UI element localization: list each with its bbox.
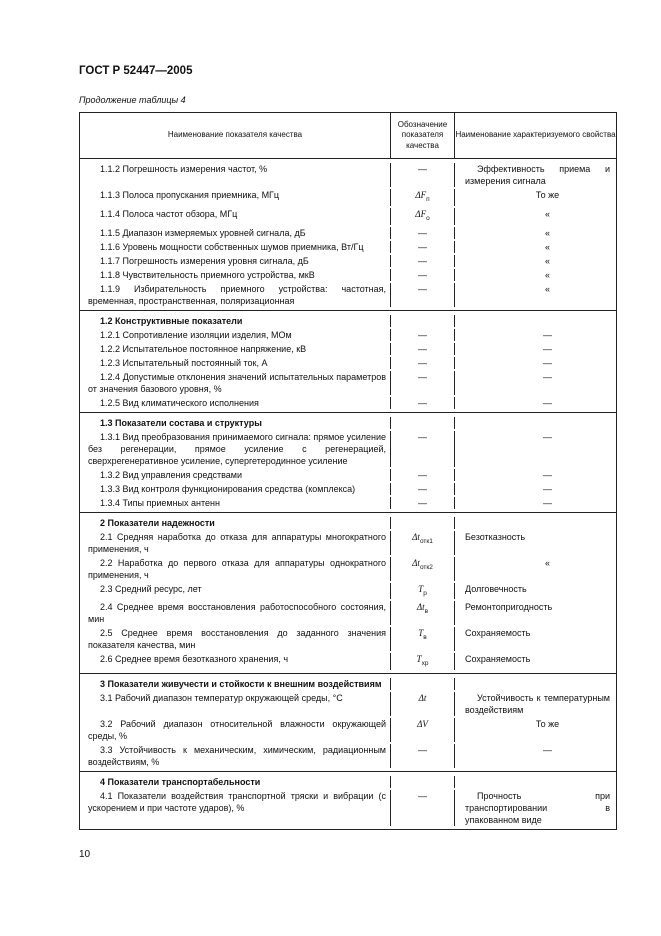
table-row <box>80 163 616 187</box>
indicator-designation <box>391 653 455 670</box>
section-title: 4 Показатели транспортабельности <box>80 776 391 788</box>
characterized-property: — <box>543 397 552 408</box>
designation-symbol: Δt <box>412 531 420 542</box>
designation-symbol: ΔF <box>415 190 427 200</box>
table-row <box>80 255 616 267</box>
indicator-designation <box>391 163 455 187</box>
table-header <box>80 113 616 159</box>
indicator-designation <box>391 469 455 481</box>
indicator-name: 1.2.1 Сопротивление изоляции изделия, МОм <box>80 329 391 341</box>
section-title-row <box>80 678 616 690</box>
designation-symbol: — <box>418 227 427 238</box>
section-title: 2 Показатели надежности <box>80 517 391 529</box>
designation-subscript: хр <box>421 660 429 668</box>
table-row <box>80 718 616 742</box>
designation-symbol: T <box>418 583 424 594</box>
indicator-name: 4.1 Показатели воздействия транспортной тряски и вибрации (с ускорением и при частоте ударов), % <box>80 790 391 826</box>
column-header-property: Наименование характеризуемого свойства <box>455 130 616 140</box>
indicator-designation <box>391 241 455 253</box>
section-title-row <box>80 417 616 429</box>
indicator-designation <box>391 744 455 768</box>
table-row <box>80 329 616 341</box>
designation-subscript: отк1 <box>419 537 433 545</box>
table-section <box>80 159 616 311</box>
designation-symbol: ΔV <box>417 719 428 730</box>
designation-subscript: р <box>423 589 427 597</box>
characterized-property: « <box>544 227 550 238</box>
designation-symbol: — <box>418 329 427 340</box>
section-title: 1.2 Конструктивные показатели <box>80 315 391 327</box>
characterized-property: Ремонтопригодность <box>465 602 553 613</box>
characterized-property: « <box>544 241 550 252</box>
indicator-designation <box>391 531 455 555</box>
indicator-name: 1.1.9 Избирательность приемного устройства: частотная, временная, пространственная, поляризационная <box>80 283 391 307</box>
indicator-name: 1.1.6 Уровень мощности собственных шумов приемника, Вт/Гц <box>80 241 391 253</box>
designation-symbol: — <box>418 371 427 382</box>
characterized-property: — <box>543 343 552 354</box>
table-row <box>80 531 616 555</box>
table-row <box>80 227 616 239</box>
table-row <box>80 497 616 509</box>
indicator-name: 2.6 Среднее время безотказного хранения, ч <box>80 653 391 670</box>
section-title: 3 Показатели живучести и стойкости к внешним воздействиям <box>80 678 391 690</box>
indicator-designation <box>391 189 455 206</box>
table-continuation-caption: Продолжение таблицы 4 <box>79 95 186 105</box>
indicator-designation <box>391 371 455 395</box>
indicator-designation <box>391 227 455 239</box>
characterized-property: — <box>543 371 552 382</box>
table-section <box>80 772 616 829</box>
characterized-property: — <box>543 329 552 340</box>
characterized-property: Сохраняемость <box>465 654 531 665</box>
designation-symbol: — <box>418 469 427 480</box>
characterized-property: « <box>544 283 550 294</box>
table-row <box>80 583 616 600</box>
characterized-property: « <box>544 557 550 568</box>
indicator-name: 1.1.8 Чувствительность приемного устройства, мкВ <box>80 269 391 281</box>
table-row <box>80 692 616 716</box>
designation-symbol: — <box>418 791 427 802</box>
designation-subscript: отк2 <box>419 563 433 571</box>
table-section <box>80 413 616 513</box>
indicator-designation <box>391 208 455 225</box>
characterized-property: Безотказность <box>465 531 526 542</box>
designation-subscript: в <box>423 634 427 642</box>
indicator-name: 2.1 Средняя наработка до отказа для аппаратуры многократного применения, ч <box>80 531 391 555</box>
indicator-name: 1.3.1 Вид преобразования принимаемого сигнала: прямое усиление без регенерации, прямое усиление с регенерацией, сверхрегенеративное усиление, супергетеродинное усиление <box>80 431 391 467</box>
indicator-name: 1.3.2 Вид управления средствами <box>80 469 391 481</box>
designation-subscript: п <box>426 195 430 203</box>
table-row <box>80 283 616 307</box>
designation-symbol: — <box>418 164 427 174</box>
designation-subscript: о <box>426 214 430 222</box>
characterized-property: « <box>544 255 550 266</box>
indicator-name: 1.1.2 Погрешность измерения частот, % <box>80 163 391 187</box>
table-row <box>80 241 616 253</box>
designation-symbol: Δt <box>418 693 427 704</box>
designation-symbol: T <box>418 628 424 639</box>
indicator-name: 3.1 Рабочий диапазон температур окружающей среды, °С <box>80 692 391 716</box>
table-row <box>80 469 616 481</box>
table-row <box>80 790 616 826</box>
designation-symbol: — <box>418 397 427 408</box>
indicator-name: 2.5 Среднее время восстановления до заданного значения показателя качества, мин <box>80 627 391 651</box>
section-title-row <box>80 776 616 788</box>
designation-subscript: в <box>424 608 429 616</box>
characterized-property: — <box>543 497 552 508</box>
table-section <box>80 674 616 772</box>
indicator-designation <box>391 483 455 495</box>
indicator-designation <box>391 343 455 355</box>
section-title: 1.3 Показатели состава и структуры <box>80 417 391 429</box>
characterized-property: Устойчивость к температурным воздействиям <box>465 693 610 716</box>
designation-symbol: — <box>418 483 427 494</box>
indicator-name: 3.2 Рабочий диапазон относительной влажности окружающей среды, % <box>80 718 391 742</box>
table-row <box>80 601 616 625</box>
table-body <box>80 159 616 829</box>
table-row <box>80 208 616 225</box>
document-code: ГОСТ Р 52447—2005 <box>79 65 193 77</box>
indicator-designation <box>391 329 455 341</box>
indicator-designation <box>391 397 455 409</box>
indicator-designation <box>391 431 455 467</box>
indicator-name: 2.4 Среднее время восстановления работоспособного состояния, мин <box>80 601 391 625</box>
designation-symbol: — <box>418 745 427 756</box>
characterized-property: — <box>543 357 552 368</box>
indicator-name: 1.2.5 Вид климатического исполнения <box>80 397 391 409</box>
indicator-designation <box>391 692 455 716</box>
table-row <box>80 189 616 206</box>
indicator-name: 1.3.4 Типы приемных антенн <box>80 497 391 509</box>
characterized-property: « <box>544 269 550 280</box>
designation-symbol: — <box>418 431 427 442</box>
designation-symbol: Δt <box>416 602 425 613</box>
table-row <box>80 653 616 670</box>
indicator-designation <box>391 283 455 307</box>
characterized-property: То же <box>535 719 560 730</box>
table-row <box>80 627 616 651</box>
table-row <box>80 269 616 281</box>
table-row <box>80 431 616 467</box>
table-section <box>80 513 616 675</box>
characterized-property: Сохраняемость <box>465 628 531 639</box>
indicator-designation <box>391 718 455 742</box>
designation-symbol: — <box>418 255 427 266</box>
characterized-property: — <box>543 483 552 494</box>
designation-symbol: ΔF <box>415 208 427 219</box>
column-header-indicator-name: Наименование показателя качества <box>80 113 391 158</box>
indicator-name: 1.1.3 Полоса пропускания приемника, МГц <box>80 189 391 206</box>
indicator-name: 1.3.3 Вид контроля функционирования средства (комплекса) <box>80 483 391 495</box>
indicator-name: 1.1.4 Полоса частот обзора, МГц <box>80 208 391 225</box>
indicator-name: 2.2 Наработка до первого отказа для аппаратуры однократного применения, ч <box>80 557 391 581</box>
characterized-property: Эффективность приема и измерения сигнала <box>465 164 610 186</box>
designation-symbol: — <box>418 241 427 252</box>
designation-symbol: — <box>418 497 427 508</box>
table-section <box>80 311 616 413</box>
indicator-name: 1.1.5 Диапазон измеряемых уровней сигнала, дБ <box>80 227 391 239</box>
characterized-property: — <box>543 745 552 756</box>
table-row <box>80 371 616 395</box>
indicator-designation <box>391 601 455 625</box>
table-row <box>80 483 616 495</box>
characterized-property: Долговечность <box>465 583 527 594</box>
designation-symbol: T <box>416 654 422 665</box>
table-row <box>80 343 616 355</box>
designation-symbol: — <box>418 283 427 294</box>
indicator-name: 1.2.2 Испытательное постоянное напряжение, кВ <box>80 343 391 355</box>
section-title-row <box>80 315 616 327</box>
column-header-designation: Обозначение показателя качества <box>391 113 455 158</box>
table-row <box>80 557 616 581</box>
indicator-name: 3.3 Устойчивость к механическим, химическим, радиационным воздействиям, % <box>80 744 391 768</box>
indicator-designation <box>391 557 455 581</box>
characterized-property: « <box>544 208 550 219</box>
indicator-designation <box>391 269 455 281</box>
indicator-name: 1.2.3 Испытательный постоянный ток, А <box>80 357 391 369</box>
indicator-name: 2.3 Средний ресурс, лет <box>80 583 391 600</box>
indicator-designation <box>391 357 455 369</box>
indicator-name: 1.2.4 Допустимые отклонения значений испытательных параметров от значения базового уровня, % <box>80 371 391 395</box>
table-row <box>80 397 616 409</box>
indicator-name: 1.1.7 Погрешность измерения уровня сигнала, дБ <box>80 255 391 267</box>
characterized-property: — <box>543 469 552 480</box>
designation-symbol: Δt <box>412 557 420 568</box>
indicator-designation <box>391 255 455 267</box>
characterized-property: То же <box>535 190 560 200</box>
characterized-property: Прочность при транспортировании в упакованном виде <box>465 791 610 826</box>
section-title-row <box>80 517 616 529</box>
designation-symbol: — <box>418 357 427 368</box>
page-number: 10 <box>79 849 91 860</box>
table-row <box>80 357 616 369</box>
indicator-designation <box>391 790 455 826</box>
indicator-designation <box>391 497 455 509</box>
table-row <box>80 744 616 768</box>
designation-symbol: — <box>418 343 427 354</box>
indicator-designation <box>391 583 455 600</box>
quality-indicators-table <box>79 112 617 830</box>
characterized-property: — <box>543 431 552 442</box>
indicator-designation <box>391 627 455 651</box>
designation-symbol: — <box>418 269 427 280</box>
